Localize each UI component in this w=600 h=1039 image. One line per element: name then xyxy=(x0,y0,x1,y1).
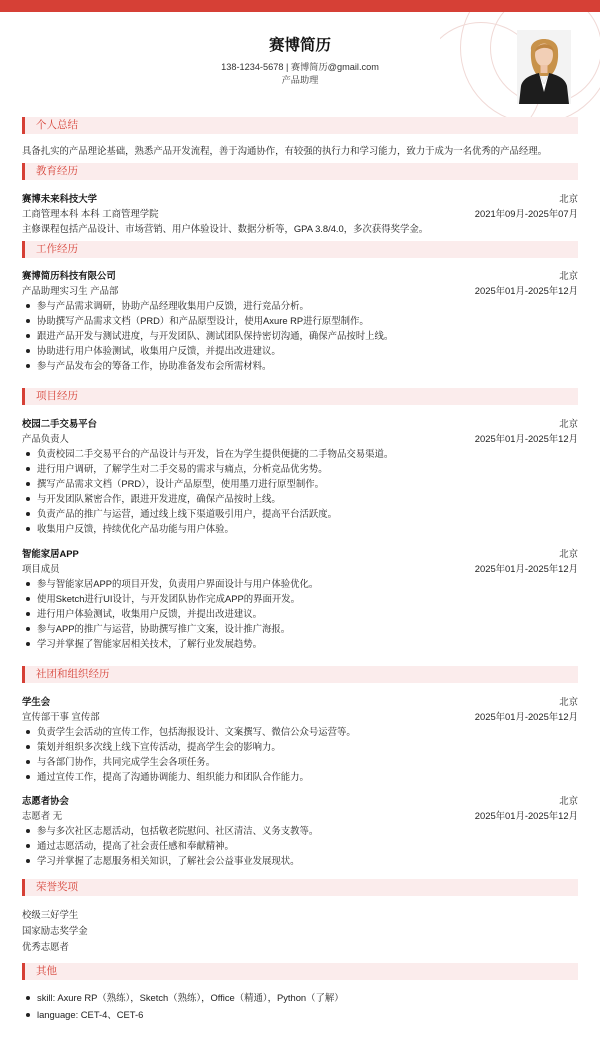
list-item: 策划并组织多次线上线下宣传活动，提高学生会的影响力。 xyxy=(22,739,578,754)
club-name: 学生会 xyxy=(22,696,51,707)
section-title: 荣誉奖项 xyxy=(36,881,78,893)
club-role: 宣传部干事 宣传部 xyxy=(22,711,100,722)
school-location: 北京 xyxy=(559,193,578,204)
club-location: 北京 xyxy=(559,795,578,806)
club-period: 2025年01月-2025年12月 xyxy=(474,810,578,821)
company-location: 北京 xyxy=(559,270,578,281)
project-name: 智能家居APP xyxy=(22,548,79,559)
list-item: 跟进产品开发与测试进度，与开发团队、测试团队保持密切沟通，确保产品按时上线。 xyxy=(22,328,578,343)
project-entry xyxy=(22,416,578,536)
section-marker xyxy=(22,388,25,405)
section-marker xyxy=(22,666,25,683)
list-item: 参与智能家居APP的项目开发，负责用户界面设计与用户体验优化。 xyxy=(22,576,578,591)
project-role: 产品负责人 xyxy=(22,433,69,444)
list-item: 学习并掌握了智能家居相关技术，了解行业发展趋势。 xyxy=(22,636,578,651)
company-name: 赛博简历科技有限公司 xyxy=(22,270,116,281)
work-period: 2025年01月-2025年12月 xyxy=(474,285,578,296)
section-honors-header xyxy=(22,879,578,896)
section-title: 工作经历 xyxy=(36,243,78,255)
degree-info: 工商管理本科 本科 工商管理学院 xyxy=(22,208,159,219)
club-bullets xyxy=(22,724,578,784)
honor-item: 校级三好学生 xyxy=(22,909,79,920)
list-item: 参与产品发布会的筹备工作，协助准备发布会所需材料。 xyxy=(22,358,578,373)
list-item: 收集用户反馈，持续优化产品功能与用户体验。 xyxy=(22,521,578,536)
list-item: skill: Axure RP（熟练），Sketch（熟练），Office（精通），Python（了解） xyxy=(22,990,578,1005)
list-item: 使用Sketch进行UI设计，与开发团队协作完成APP的界面开发。 xyxy=(22,591,578,606)
club-entry xyxy=(22,694,578,784)
avatar-icon xyxy=(517,30,571,104)
work-bullets xyxy=(22,298,578,373)
list-item: 撰写产品需求文档（PRD），设计产品原型，使用墨刀进行原型制作。 xyxy=(22,476,578,491)
section-education-header xyxy=(22,163,578,180)
section-title: 项目经历 xyxy=(36,390,78,402)
target-role: 产品助理 xyxy=(281,75,319,85)
honor-item: 优秀志愿者 xyxy=(22,941,69,952)
section-marker xyxy=(22,963,25,980)
section-other-header xyxy=(22,963,578,980)
list-item: 与各部门协作，共同完成学生会各项任务。 xyxy=(22,754,578,769)
club-period: 2025年01月-2025年12月 xyxy=(474,711,578,722)
other-bullets xyxy=(22,990,578,1022)
section-title: 教育经历 xyxy=(36,165,78,177)
other-entry xyxy=(22,990,578,1022)
list-item: 负责产品的推广与运营，通过线上线下渠道吸引用户，提高平台活跃度。 xyxy=(22,506,578,521)
project-location: 北京 xyxy=(559,418,578,429)
section-summary-header xyxy=(22,117,578,134)
list-item: 负责校园二手交易平台的产品设计与开发，旨在为学生提供便捷的二手物品交易渠道。 xyxy=(22,446,578,461)
work-entry xyxy=(22,268,578,373)
club-role: 志愿者 无 xyxy=(22,810,63,821)
resume-header xyxy=(0,36,600,87)
project-name: 校园二手交易平台 xyxy=(22,418,98,429)
project-period: 2025年01月-2025年12月 xyxy=(474,563,578,574)
list-item: 学习并掌握了志愿服务相关知识，了解社会公益事业发展现状。 xyxy=(22,853,578,868)
club-entry xyxy=(22,793,578,868)
section-title: 社团和组织经历 xyxy=(36,668,110,680)
section-clubs-header xyxy=(22,666,578,683)
section-marker xyxy=(22,163,25,180)
project-bullets xyxy=(22,576,578,651)
list-item: 与开发团队紧密合作，跟进开发进度，确保产品按时上线。 xyxy=(22,491,578,506)
list-item: 协助撰写产品需求文档（PRD）和产品原型设计，使用Axure RP进行原型制作。 xyxy=(22,313,578,328)
list-item: 进行用户体验测试，收集用户反馈，并提出改进建议。 xyxy=(22,606,578,621)
club-name: 志愿者协会 xyxy=(22,795,69,806)
position-info: 产品助理实习生 产品部 xyxy=(22,285,119,296)
project-bullets xyxy=(22,446,578,536)
list-item: 参与APP的推广与运营，协助撰写推广文案，设计推广海报。 xyxy=(22,621,578,636)
list-item: 进行用户调研，了解学生对二手交易的需求与痛点，分析竞品优劣势。 xyxy=(22,461,578,476)
education-entry xyxy=(22,191,578,236)
honor-item: 国家励志奖学金 xyxy=(22,925,88,936)
education-period: 2021年09月-2025年07月 xyxy=(474,208,578,219)
project-role: 项目成员 xyxy=(22,563,60,574)
section-projects-header xyxy=(22,388,578,405)
honors-list xyxy=(22,907,578,954)
list-item: 协助进行用户体验测试，收集用户反馈，并提出改进建议。 xyxy=(22,343,578,358)
list-item: language: CET-4、CET-6 xyxy=(22,1007,578,1022)
section-marker xyxy=(22,241,25,258)
contact-info: 138-1234-5678 | 赛博简历@gmail.com xyxy=(221,62,379,72)
section-marker xyxy=(22,117,25,134)
education-detail: 主修课程包括产品设计、市场营销、用户体验设计、数据分析等，GPA 3.8/4.0，多次获得奖学金。 xyxy=(22,223,429,234)
club-location: 北京 xyxy=(559,696,578,707)
list-item: 通过宣传工作，提高了沟通协调能力、组织能力和团队合作能力。 xyxy=(22,769,578,784)
school-name: 赛博未来科技大学 xyxy=(22,193,98,204)
list-item: 参与产品需求调研，协助产品经理收集用户反馈，进行竞品分析。 xyxy=(22,298,578,313)
club-bullets xyxy=(22,823,578,868)
section-title: 其他 xyxy=(36,965,57,977)
profile-photo xyxy=(517,30,571,104)
list-item: 负责学生会活动的宣传工作，包括海报设计、文案撰写、微信公众号运营等。 xyxy=(22,724,578,739)
project-entry xyxy=(22,546,578,651)
list-item: 参与多次社区志愿活动，包括敬老院慰问、社区清洁、义务支教等。 xyxy=(22,823,578,838)
top-accent-bar xyxy=(0,0,600,12)
section-marker xyxy=(22,879,25,896)
list-item: 通过志愿活动，提高了社会责任感和奉献精神。 xyxy=(22,838,578,853)
project-period: 2025年01月-2025年12月 xyxy=(474,433,578,444)
section-title: 个人总结 xyxy=(36,119,78,131)
candidate-name: 赛博简历 xyxy=(268,37,331,54)
section-work-header xyxy=(22,241,578,258)
project-location: 北京 xyxy=(559,548,578,559)
summary-text: 具备扎实的产品理论基础，熟悉产品开发流程，善于沟通协作，有较强的执行力和学习能力，致力于成为一名优秀的产品经理。 xyxy=(22,145,548,156)
